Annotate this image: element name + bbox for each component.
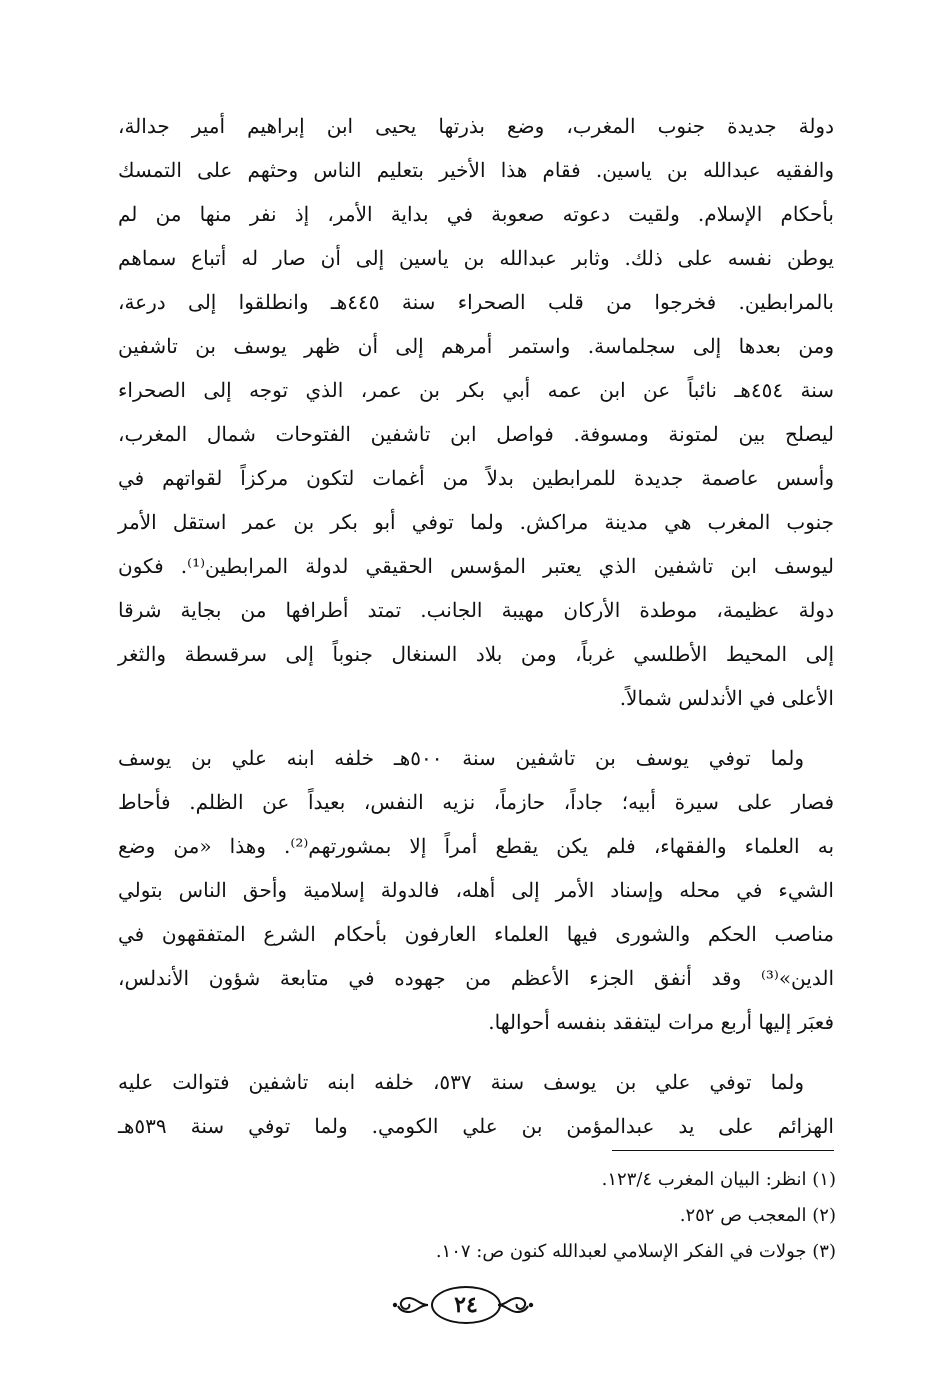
text-line: بالمرابطين. فخرجوا من قلب الصحراء سنة ٤٤٥هـ وانطلقوا إلى درعة، [118, 290, 835, 314]
scroll-ornament-right-icon [498, 1294, 534, 1316]
text-line: فعبَر إليها أربع مرات ليتفقد بنفسه أحوالها. [488, 1010, 834, 1034]
text-line: يوطن نفسه على ذلك. وثابر عبدالله بن ياسين إلى أن صار له أتباع سماهم [118, 246, 834, 270]
text-line: دولة جديدة جنوب المغرب، وضع بذرتها يحيى ابن إبراهيم أمير جدالة، [118, 114, 834, 138]
text-line: ليصلح بين لمتونة ومسوفة. فواصل ابن تاشفين الفتوحات شمال المغرب، [118, 422, 834, 446]
text-line: ولما توفي يوسف بن تاشفين سنة ٥٠٠هـ خلفه ابنه علي بن يوسف [118, 746, 804, 770]
text-line: دولة عظيمة، موطدة الأركان مهيبة الجانب. تمتد أطرافها من بجاية شرقا [118, 598, 834, 622]
footnote: (٣) جولات في الفكر الإسلامي لعبدالله كنون ص: ١٠٧. [435, 1241, 836, 1262]
text-line: سنة ٤٥٤هـ نائباً عن ابن عمه أبي بكر بن عمر، الذي توجه إلى الصحراء [118, 378, 835, 402]
text-line: ليوسف ابن تاشفين الذي يعتبر المؤسس الحقيقي لدولة المرابطين⁽¹⁾. فكون [118, 554, 834, 578]
text-line: إلى المحيط الأطلسي غرباً، ومن بلاد السنغال جنوباً إلى سرقسطة والثغر [118, 642, 834, 666]
text-line: الأعلى في الأندلس شمالاً. [619, 686, 834, 710]
footnote: (٢) المعجب ص ٢٥٢. [679, 1205, 836, 1226]
page-number-ornament [392, 1282, 534, 1328]
text-line: وأسس عاصمة جديدة للمرابطين بدلاً من أغمات لتكون مركزاً لقواتهم في [118, 466, 834, 490]
text-line: به العلماء والفقهاء، فلم يكن يقطع أمراً إلا بمشورتهم⁽²⁾. وهذا «من وضع [118, 834, 835, 858]
text-line: ولما توفي علي بن يوسف سنة ٥٣٧، خلفه ابنه تاشفين فتوالت عليه [118, 1070, 804, 1094]
text-line: بأحكام الإسلام. ولقيت دعوته صعوبة في بداية الأمر، إذ نفر منها من لم [118, 202, 834, 226]
text-line: مناصب الحكم والشورى فيها العلماء العارفون بأحكام الشرع المتفقهون في [118, 922, 834, 946]
text-line: الدين»⁽³⁾ وقد أنفق الجزء الأعظم من جهوده في متابعة شؤون الأندلس، [118, 966, 834, 990]
footnote-separator [612, 1150, 834, 1151]
text-line: جنوب المغرب هي مدينة مراكش. ولما توفي أبو بكر بن عمر استقل الأمر [118, 510, 834, 534]
page-number: ٢٤ [431, 1286, 501, 1324]
text-line: الهزائم على يد عبدالمؤمن بن علي الكومي. ولما توفي سنة ٥٣٩هـ [118, 1114, 834, 1138]
text-line: فصار على سيرة أبيه؛ جاداً، حازماً، نزيه النفس، بعيداً عن الظلم. فأحاط [118, 790, 834, 814]
text-line: الشيء في محله وإسناد الأمر إلى أهله، فالدولة إسلامية وأحق الناس بتولي [118, 878, 834, 902]
scroll-ornament-left-icon [392, 1294, 428, 1316]
text-line: ومن بعدها إلى سجلماسة. واستمر أمرهم إلى أن ظهر يوسف بن تاشفين [118, 334, 834, 358]
footnote: (١) انظر: البيان المغرب ١٢٣/٤. [601, 1169, 836, 1190]
text-line: والفقيه عبدالله بن ياسين. فقام هذا الأخير بتعليم الناس وحثهم على التمسك [118, 158, 834, 182]
